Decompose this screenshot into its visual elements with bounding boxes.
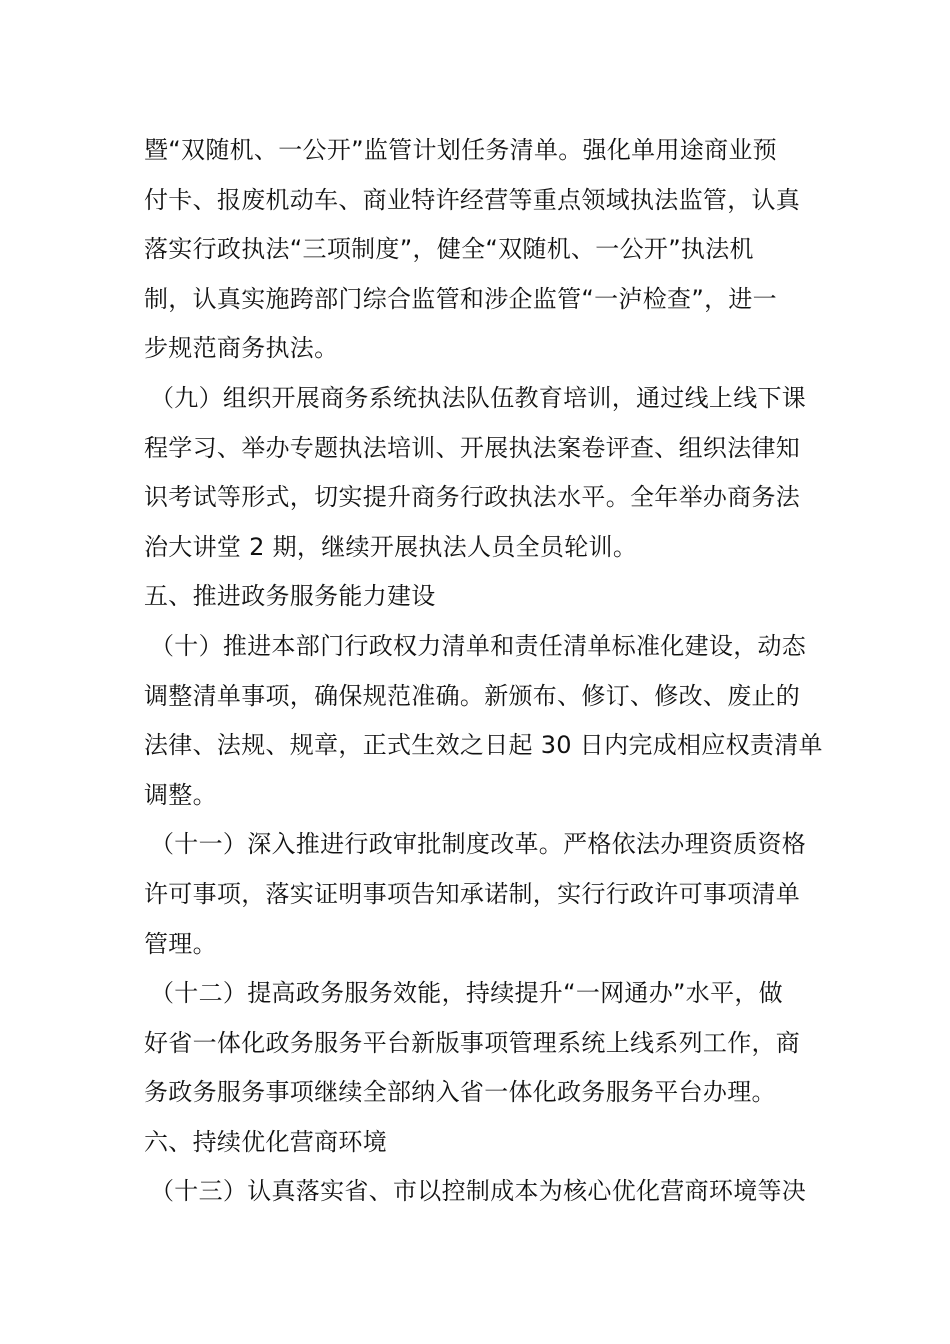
text-line: 暨“双随机、一公开”监管计划任务清单。强化单用途商业预	[144, 136, 777, 164]
text-line: 程学习、举办专题执法培训、开展执法案卷评查、组织法律知	[144, 433, 801, 462]
text-line: 管理。	[144, 929, 217, 958]
text-line: 法律、法规、规章，正式生效之日起 30 日内完成相应权责清单	[144, 731, 823, 760]
text-line: 制，认真实施跨部门综合监管和涉企监管“一泸检查”，进一	[144, 284, 777, 313]
text-line: 步规范商务执法。	[144, 334, 339, 363]
text-line: 治大讲堂 2 期，继续开展执法人员全员轮训。	[144, 532, 638, 561]
section-heading-6: 六、持续优化营商环境	[144, 1127, 387, 1156]
text-line: 识考试等形式，切实提升商务行政执法水平。全年举办商务法	[144, 483, 801, 512]
text-line: 许可事项，落实证明事项告知承诺制，实行行政许可事项清单	[144, 879, 801, 908]
text-line: 好省一体化政务服务平台新版事项管理系统上线系列工作，商	[144, 1028, 801, 1057]
paragraph-13-line: （十三）认真落实省、市以控制成本为核心优化营商环境等决	[150, 1177, 807, 1206]
text-line: 务政务服务事项继续全部纳入省一体化政务服务平台办理。	[144, 1078, 776, 1107]
text-line: 落实行政执法“三项制度”，健全“双随机、一公开”执法机	[144, 235, 754, 264]
paragraph-9-line: （九）组织开展商务系统执法队伍教育培训，通过线上线下课	[150, 383, 807, 412]
paragraph-10-line: （十）推进本部门行政权力清单和责任清单标准化建设，动态	[150, 631, 807, 660]
text-line: 调整清单事项，确保规范准确。新颁布、修订、修改、废止的	[144, 681, 801, 710]
paragraph-12-line: （十二）提高政务服务效能，持续提升“一网通办”水平，做	[150, 979, 783, 1008]
section-heading-5: 五、推进政务服务能力建设	[144, 582, 436, 611]
paragraph-11-line: （十一）深入推进行政审批制度改革。严格依法办理资质资格	[150, 830, 807, 859]
text-line: 调整。	[144, 780, 217, 809]
document-body	[144, 126, 823, 1217]
text-line: 付卡、报废机动车、商业特许经营等重点领域执法监管，认真	[144, 185, 801, 214]
